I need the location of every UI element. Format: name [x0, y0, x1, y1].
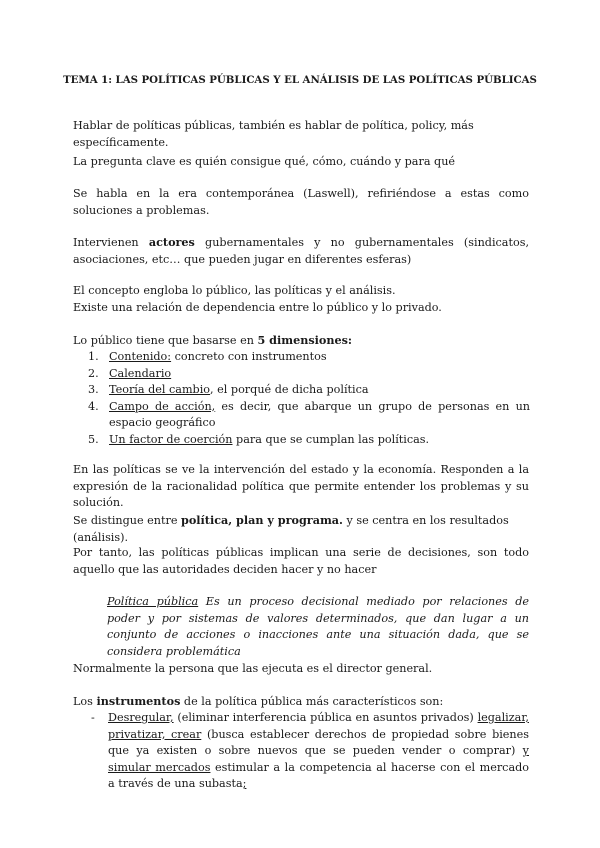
- paragraph-instruments-intro: Los instrumentos de la política pública más característicos son:: [73, 694, 444, 708]
- paragraph-actors: Intervienen actores gubernamentales y no gubernamentales (sindicatos, asociaciones, etc… que pueden jugar en diferentes esferas): [73, 235, 529, 266]
- dimensions-list: [88, 349, 530, 448]
- list-item: Desregular, (eliminar interferencia pública en asuntos privados) legalizar, privatizar, crear (busca establecer derechos de propiedad sobre bienes que ya existen o sobre nuevos que se pueden vender o comprar) y simular mercados estimular a la competencia al hacerse con el mercado a través de una subasta;: [108, 711, 530, 790]
- paragraph-dimensions-intro: Lo público tiene que basarse en 5 dimensiones:: [73, 333, 353, 347]
- instruments-list: [91, 710, 529, 793]
- paragraph-laswell: Se habla en la era contemporánea (Laswell), refiriéndose a estas como soluciones a problemas.: [73, 187, 529, 217]
- paragraph-decisions: Por tanto, las políticas públicas implican una serie de decisiones, son todo aquello que las autoridades deciden hacer y no hacer: [73, 546, 529, 576]
- paragraph-state-economy: En las políticas se ve la intervención del estado y la economía. Responden a la expresión de la racionalidad política que permite entender los problemas y su solución.: [73, 463, 529, 509]
- page-title: TEMA 1: LAS POLÍTICAS PÚBLICAS Y EL ANÁLISIS DE LAS POLÍTICAS PÚBLICAS: [63, 74, 537, 86]
- paragraph-concept: El concepto engloba lo público, las políticas y el análisis. Existe una relación de dependencia entre lo público y lo privado.: [73, 284, 442, 314]
- dash-bullet: -: [91, 711, 95, 724]
- paragraph-policy: Hablar de políticas públicas, también es hablar de política, policy, más específicamente.: [73, 119, 474, 149]
- list-item: 2. Calendario: [88, 366, 172, 380]
- list-item: 4. Campo de acción, es decir, que abarque un grupo de personas en un espacio geográfico: [88, 399, 530, 429]
- list-item: 3. Teoría del cambio, el porqué de dicha política: [88, 383, 369, 396]
- definition-quote: Política pública Es un proceso decisional mediado por relaciones de poder y por sistemas de valores determinados, que dan lugar a un conjunto de acciones o inacciones ante una situación dada, que se considera problemática: [107, 595, 529, 658]
- list-item: 1. Contenido: concreto con instrumentos: [88, 350, 327, 363]
- paragraph-director: Normalmente la persona que las ejecuta es el director general.: [73, 662, 433, 675]
- list-item: 5. Un factor de coerción para que se cumplan las políticas.: [88, 432, 430, 446]
- paragraph-distinction: Se distingue entre política, plan y programa. y se centra en los resultados (análisis).: [73, 513, 509, 544]
- paragraph-key-question: La pregunta clave es quién consigue qué, cómo, cuándo y para qué: [73, 155, 456, 168]
